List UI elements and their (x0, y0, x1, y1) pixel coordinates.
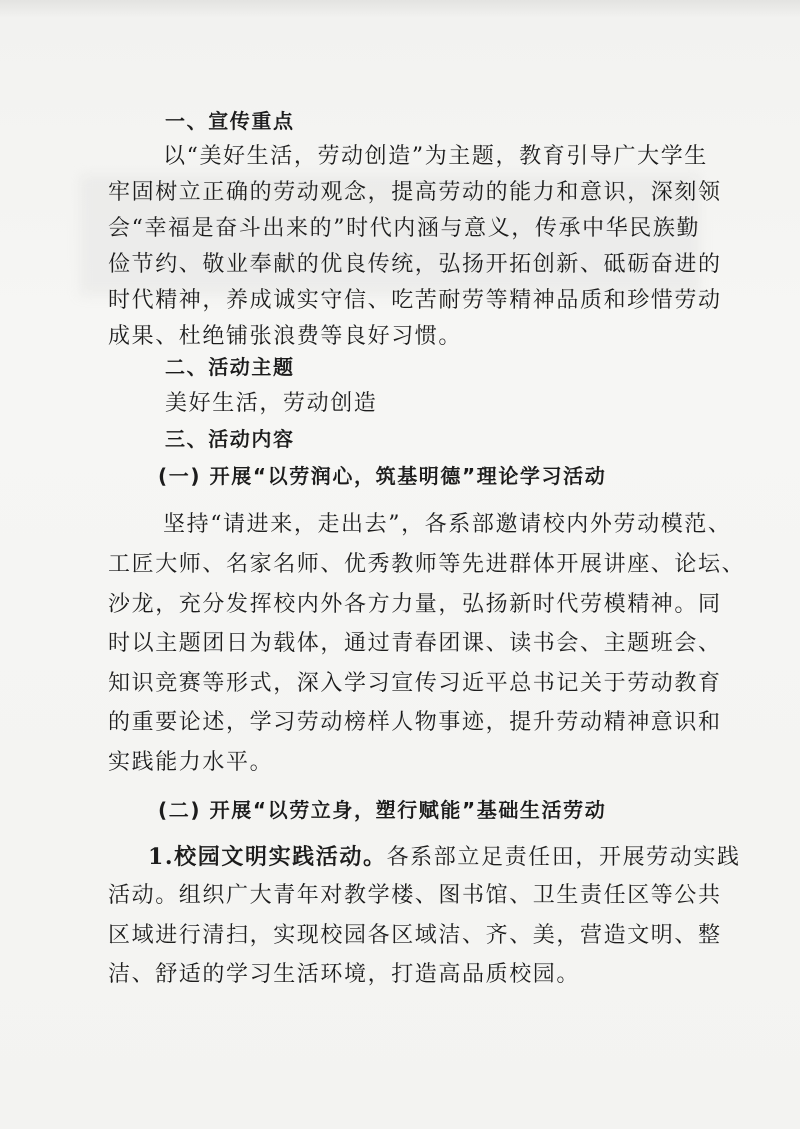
activity-theme-text: 美好生活，劳动创造 (165, 391, 378, 416)
body-line: 以“美好生活，劳动创造”为主题，教育引导广大学生 (163, 144, 708, 169)
body-line: 沙龙，充分发挥校内外各方力量，弘扬新时代劳模精神。同 (108, 592, 722, 617)
subsection-title-basic-life-labor: (二) 开展“以劳立身，塑行赋能”基础生活劳动 (158, 798, 607, 822)
scan-top-edge (0, 0, 800, 18)
body-line: 的重要论述，学习劳动榜样人物事迹，提升劳动精神意识和 (108, 710, 722, 735)
body-line: 俭节约、敬业奉献的优良传统，弘扬开拓创新、砥砺奋进的 (108, 252, 722, 277)
body-line: 会“幸福是奋斗出来的”时代内涵与意义，传承中华民族勤 (108, 216, 701, 241)
body-line: 活动。组织广大青年对教学楼、图书馆、卫生责任区等公共 (108, 883, 722, 908)
body-line: 成果、杜绝铺张浪费等良好习惯。 (108, 324, 463, 349)
item-lead: 1.校园文明实践活动。 (148, 844, 387, 870)
section-heading-activity-theme: 二、活动主题 (165, 355, 295, 379)
section-heading-publicity-focus: 一、宣传重点 (165, 109, 295, 133)
body-line: 牢固树立正确的劳动观念，提高劳动的能力和意识，深刻领 (108, 180, 722, 205)
body-line: 时代精神，养成诚实守信、吃苦耐劳等精神品质和珍惜劳动 (108, 288, 722, 313)
body-line: 区域进行清扫，实现校园各区域洁、齐、美，营造文明、整 (108, 923, 722, 948)
item-campus-civilization-first-line (148, 846, 741, 869)
subsection-title-theory-study: (一) 开展“以劳润心，筑基明德”理论学习活动 (158, 464, 607, 488)
body-line: 坚持“请进来，走出去”，各系部邀请校内外劳动模范、 (163, 512, 732, 537)
body-line: 时以主题团日为载体，通过青春团课、读书会、主题班会、 (108, 631, 722, 656)
body-line: 实践能力水平。 (108, 750, 274, 775)
body-line: 工匠大师、名家名师、优秀教师等先进群体开展讲座、论坛、 (108, 552, 746, 577)
section-heading-activity-content: 三、活动内容 (165, 427, 295, 451)
body-line: 洁、舒适的学习生活环境，打造高品质校园。 (108, 962, 581, 987)
body-line: 知识竞赛等形式，深入学习宣传习近平总书记关于劳动教育 (108, 671, 722, 696)
item-text: 各系部立足责任田，开展劳动实践 (386, 845, 741, 870)
